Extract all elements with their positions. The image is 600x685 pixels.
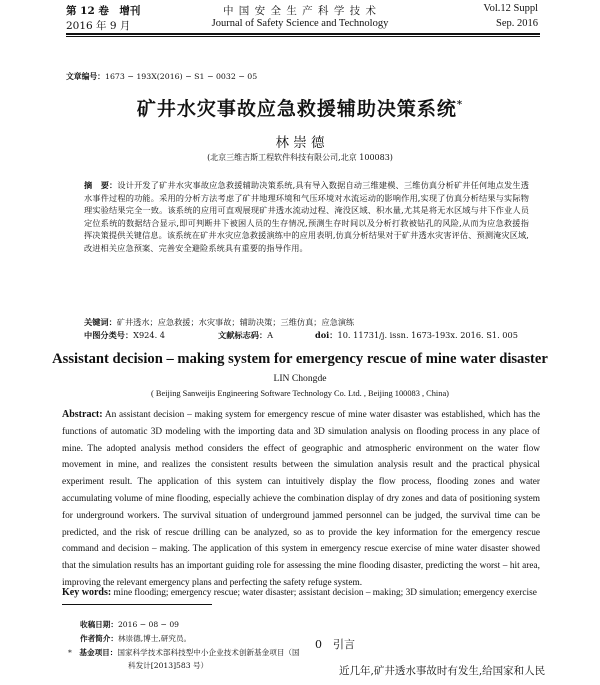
- received-value: 2016 − 08 − 09: [117, 620, 180, 629]
- clc-value: X924. 4: [133, 330, 166, 340]
- author-en: LIN Chongde: [273, 373, 327, 384]
- paper-title-cn-text: 矿井水灾事故应急救援辅助决策系统: [136, 98, 457, 120]
- intro-first-line: 近几年,矿井透水事故时有发生,给国家和人民: [339, 665, 546, 677]
- abstract-en-text: An assistant decision – making system for emergency rescue of mine water disaster was established, which has the functions of automatic 3D modeling with the importing data and 3D simulation analysis on flooding process in any place of mine. The adopted analysis method considers the effect of geographic and atmospheric environment on the water flow movement in mine, and realizes the consistent results between the simulation analysis result and the practical physical experiment result. The application of this system can intuitively display the flow process, flooding zones and water accumulating volume of mine flooding, especially achieve the combination display of dry zones and data of positioning system for underground workers. The survival situation of underground jammed personnel can be judged, the survival time can be predicted, and the risk of rescue drilling can be analyzed, so as to provide the key information for the emergency rescue command and decision – making. The application of this system in emergency rescue exercise of mine water disaster showed that the simulation results has an important guiding role for assessing the mine flooding disaster, predicting the worst – hit area, improving the relevant emergency plans and perfecting the safety refuge system.: [62, 410, 541, 588]
- header-date-cn: 2016 年 9 月: [66, 20, 131, 32]
- author-cn: 林 崇 德: [275, 135, 325, 151]
- affiliation-cn: (北京三维吉斯工程软件科技有限公司,北京 100083): [207, 153, 393, 162]
- keywords-en-text: mine flooding; emergency rescue; water disaster; assistant decision – making; 3D simulation; emergency exercise: [113, 588, 537, 598]
- doi-label: doi：: [315, 330, 338, 340]
- keywords-en: [62, 585, 540, 601]
- keywords-cn-label: 关键词：: [84, 317, 117, 327]
- fund-value-line1: 国家科学技术部科技型中小企业技术创新基金项目（国: [117, 648, 300, 657]
- author-bio-value: 林崇德,博士,研究员。: [117, 634, 192, 643]
- keywords-en-label: Key words:: [62, 587, 112, 598]
- abstract-en-label: Abstract:: [62, 409, 103, 420]
- fund-value-line2: 科发计[2013]583 号）: [128, 661, 209, 670]
- fund-label: 基金项目：: [79, 648, 118, 657]
- paper-title-en: Assistant decision – making system for emergency rescue of mine water disaster: [52, 351, 548, 367]
- clc-label: 中图分类号：: [84, 330, 134, 340]
- title-footnote-mark: *: [456, 99, 464, 111]
- abstract-cn-text: 设计开发了矿井水灾事故应急救援辅助决策系统,具有导入数据自动三维建模、三维仿真分析矿井任何地点发生透水事件过程的功能。采用的分析方法考虑了矿井地理环境和气压环境对水流运动的影响作用,实现了仿真分析结果与实际物理实验结果完全一致。该系统的应用可直观展现矿井透水流动过程、淹没区域、积水量,尤其是将无水区域与井下作业人员定位系统的数据结合显示,即可判断井下被困人员的生存情况,预测生存时间以及分析打救被钻孔的风险,从而为应急救援指挥决策提供关键信息。该系统在矿井水灾应急救援演练中的应用表明,仿真分析结果对于矿井透水灾害评估、预测淹灾区域,改进相关应急预案、完善安全避险系统具有重要的指导作用。: [84, 180, 529, 253]
- header-volume-en: Vol.12 Suppl: [483, 3, 538, 14]
- article-number: [66, 71, 257, 82]
- footnote-received: [80, 619, 179, 630]
- document-code-label: 文献标志码：: [218, 330, 268, 340]
- clc-number: [84, 330, 165, 341]
- doi-value[interactable]: 10. 11731/j. issn. 1673-193x. 2016. S1. 005: [337, 330, 518, 340]
- paper-title-cn: [0, 94, 600, 121]
- keywords-cn-text: 矿井透水；应急救援；水灾事故；辅助决策；三维仿真；应急演练: [116, 317, 355, 327]
- abstract-cn-label: 摘 要：: [84, 180, 118, 190]
- doi: [315, 330, 518, 341]
- abstract-en: [62, 407, 540, 592]
- document-code: [218, 330, 273, 341]
- header-rule-thick: [66, 33, 540, 35]
- footnote-author-bio: [80, 633, 191, 644]
- abstract-cn: [84, 179, 529, 255]
- intro-heading: 0 引言: [315, 638, 355, 651]
- footnote-rule: [62, 604, 212, 605]
- header-journal-en: Journal of Safety Science and Technology: [211, 18, 389, 29]
- article-number-value: 1673 − 193X(2016) − S1 − 0032 − 05: [104, 72, 258, 81]
- header-date-en: Sep. 2016: [496, 18, 538, 29]
- fund-mark: *: [68, 648, 72, 657]
- document-code-value: A: [267, 330, 274, 340]
- header-journal-cn: 中 国 安 全 生 产 科 学 技 术: [222, 5, 378, 17]
- header-rule-thin: [66, 36, 540, 37]
- received-label: 收稿日期：: [80, 620, 118, 629]
- header-volume-cn: 第 12 卷 增刊: [66, 5, 141, 17]
- author-bio-label: 作者简介：: [80, 634, 118, 643]
- keywords-cn: [84, 317, 529, 328]
- footnote-fund: [68, 647, 300, 658]
- article-number-label: 文章编号：: [66, 72, 105, 81]
- affiliation-en: ( Beijing Sanweijis Engineering Software Technology Co. Ltd. , Beijing 100083 , China): [151, 389, 449, 398]
